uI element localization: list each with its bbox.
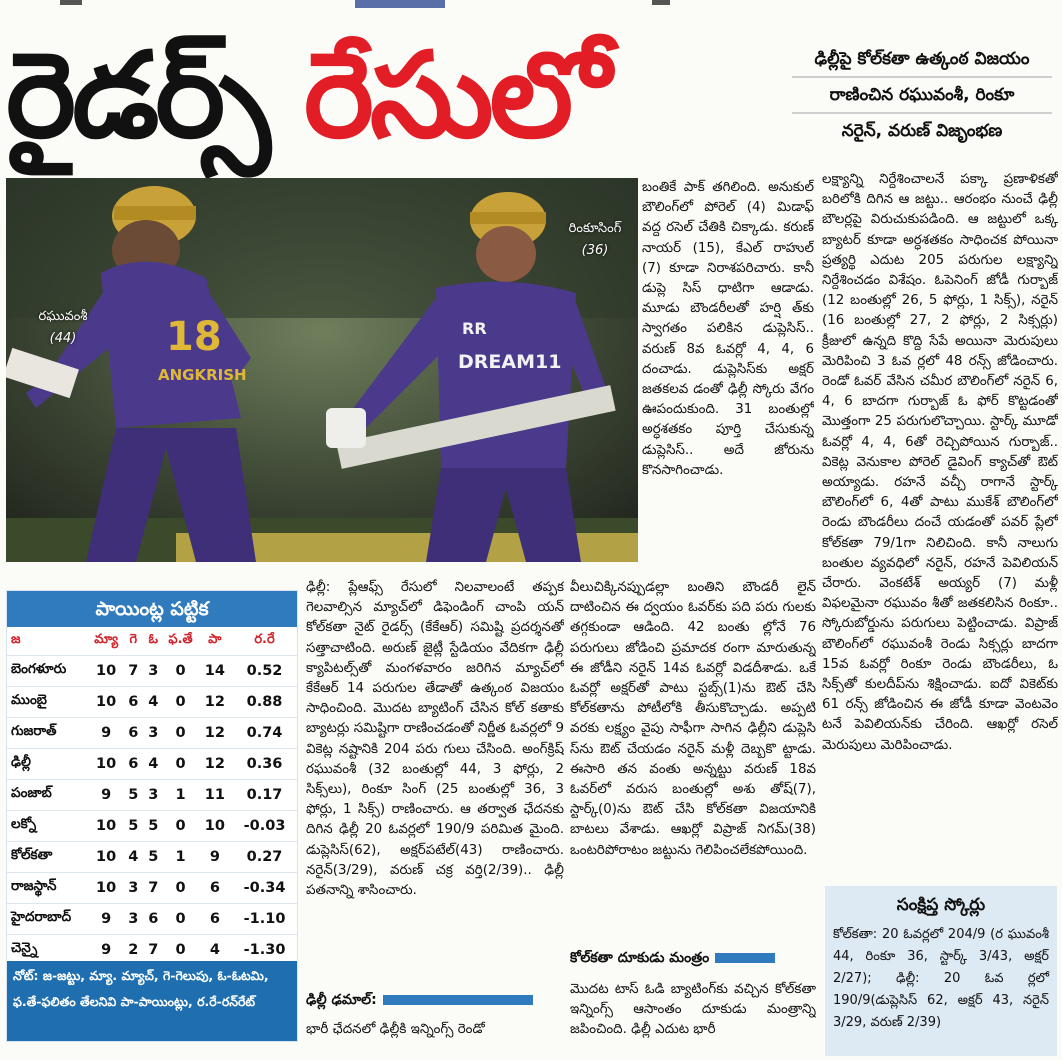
table-cell: 6: [198, 903, 232, 934]
table-cell: 3: [143, 779, 163, 810]
table-cell: 9: [89, 934, 123, 965]
subheads: [792, 42, 1052, 148]
caption-right-score: (36): [581, 243, 609, 258]
table-cell: 9: [198, 841, 232, 872]
headline: [6, 20, 786, 180]
subhead-delhi: [306, 992, 564, 1011]
header-points: పా: [208, 631, 222, 647]
team-name: రాజస్థాన్: [7, 872, 89, 903]
table-cell: 0: [163, 872, 197, 903]
table-cell: 12: [198, 717, 232, 748]
subhead-kolkata: [570, 950, 816, 969]
points-table-body: [7, 655, 297, 965]
article-text: లక్ష్యాన్ని నిర్దేశించాలనే పక్కా ప్రణాళికతో బరిలోకి దిగిన ఆ జట్టు.. ఆరంభం నుంచే ఢిల్లీ బౌలర్లపై విరుచుకుపడింది. ఆ జట్టులో ఒక్క బ్యాటర్ కూడా అర్ధశతకం సాధించక పోయినా ప్రత్యర్థి ఎదుట 205 పరుగుల లక్ష్యాన్ని నిర్దేశించడం విశేషం. ఓపెనింగ్ జోడీ గుర్బాజ్ (12 బంతుల్లో 26, 5 ఫోర్లు, 1 సిక్స్), నరైన్ (16 బంతుల్లో 27, 2 ఫోర్లు, 2 సిక్సర్లు) క్రీజులో ఉన్నది కొద్ది సేపే అయినా మెరుపులు మెరిపించి 3 ఓవ ర్లలో 48 రన్స్ జోడించారు. రెండో ఓవర్ వేసిన చమీర బౌలింగ్‌లో నరైన్ 6, 4, 6 బాదగా గుర్బాజ్ ఓ ఫోర్ కొట్టడంతో మొత్తంగా 25 పరుగులొచ్చాయి. స్టార్క్ మూడో ఓవర్లో 4, 4, 6తో రెచ్చిపోయిన గుర్బాజ్.. వికెట్ల వెనుకాల పోరెల్ డైవింగ్ క్యాచ్‌తో ఔట్ అయ్యాడు. రహనే వచ్చీ రాగానే స్టార్క్ బౌలింగ్‌లో 6, 4తో పాటు ముకేశ్ బౌలింగ్‌లో రెండు బౌండరీలు దంచే యడంతో పవర్ ప్లేలో కోల్‌కతా 79/1గా నిలిచింది. కానీ నాలుగు బంతుల వ్యవధిలో నరైన్, రహనే పెవిలియన్ చేరారు. వెంకటేశ్ అయ్యర్ (7) మళ్లీ విఫలమైనా రఘువం శీతో జతకలిసిన రింకూ.. స్కోరుబోర్డును పరుగులు పెట్టించాడు. విప్రాజ్ బౌలింగ్‌లో రఘువంశీ రెండు సిక్సర్లు బాదగా 15వ ఓవర్లో రింకూ రెండు బౌండరీలు, ఓ సిక్స్‌తో కులదీప్‌ను శిక్షించాడు. ఐదో వికెట్‌కు 61 రన్స్ జోడించిన ఈ జోడీ కూడా వెంటవెం టనే పెవిలియన్‌కు చేరింది. ఆఖర్లో రసెల్ మెరుపులు మెరిపించాడు.: [822, 172, 1058, 753]
header-matches: మ్యా: [94, 631, 119, 647]
table-cell: 9: [89, 779, 123, 810]
table-cell: 2: [123, 934, 143, 965]
table-cell: 7: [143, 872, 163, 903]
table-row: [7, 655, 297, 686]
article-text: వీలుచిక్కినప్పుడల్లా బంతిని బౌండరీ లైన్ దాటించిన ఈ ద్వయం ఓవర్‌కు పది పరు గులకు తగ్గకుండా ఆడింది. 42 బంతు ల్లోనే 76 పరుగులు జోడించి ప్రమాదక రంగా మారుతున్న ఈ జోడీని నరైన్ 14వ ఓవర్లో విడదీశాడు. ఒకే ఓవర్లో అక్షర్‌తో పాటు స్టబ్స్(1)ను ఔట్ చేసి కోల్‌కతాను పోటీలోకి తీసుకొచ్చాడు. అప్పటి వరకు లక్ష్యం వైపు సాఫీగా సాగిన ఢిల్లీని డుప్లెసి స్‌ను ఔట్ చేయడం నరైన్ మళ్లీ దెబ్బకొ ట్టాడు. ఈసారి తన వంతు అన్నట్టు వరుణ్ 18వ ఓవర్‌లో వరుస బంతుల్లో అశు తోష్(7), స్టార్క్(0)ను ఔట్ చేసి కోల్‌కతా విజయానికి బాటలు వేశాడు. ఆఖర్లో విప్రాజ్ నిగమ్(38) ఒంటరిపోరాటం జట్టును గెలిపించలేకపోయింది.: [570, 580, 816, 858]
article-col-top-middle: [642, 178, 814, 576]
table-cell: 12: [198, 686, 232, 717]
article-text: బంతికే పాక్ తగిలింది. అనుకుల్ బౌలింగ్‌లో పోరెల్ (4) మిడాఫ్ వద్ద రసెల్ చేతికి చిక్కాడు. కరుణ్ నాయర్ (15), కేఎల్ రాహుల్ (7) కూడా నిరాశపరిచారు. కానీ డుప్లె సిస్ ధాటిగా ఆడాడు. మూడు బౌండరీలతో హర్షి త్‌కు స్వాగతం పలికిన డుప్లెసిస్.. వరుణ్ 8వ ఓవర్లో 4, 4, 6 దంచాడు. డుప్లెసిస్‌కు అక్షర్ జతకలవ డంతో ఢిల్లీ స్కోరు వేగం ఊపందుకుంది. 31 బంతుల్లో అర్ధశతకం పూర్తి చేసుకున్న డుప్లెసిస్.. అదే జోరును కొనసాగించాడు.: [642, 180, 814, 478]
table-cell: -0.34: [232, 872, 297, 903]
subhead-delhi-title: ఢిల్లీ ఢమాల్:: [306, 992, 377, 1008]
header-run-rate: ర.రే: [254, 631, 275, 647]
table-cell: 7: [143, 934, 163, 965]
table-cell: 1: [163, 841, 197, 872]
table-cell: 4: [123, 841, 143, 872]
table-cell: 10: [89, 748, 123, 779]
header-no-result: ఫ.తే: [168, 631, 193, 647]
table-cell: 0.17: [232, 779, 297, 810]
table-cell: 10: [198, 810, 232, 841]
jersey-sponsor-1: RR: [462, 319, 487, 338]
team-name: హైదరాబాద్: [7, 903, 89, 934]
team-name: పంజాబ్: [7, 779, 89, 810]
table-cell: 3: [123, 872, 143, 903]
table-row: [7, 717, 297, 748]
table-cell: 10: [89, 655, 123, 686]
points-table-grid: [7, 627, 297, 965]
table-cell: 6: [123, 717, 143, 748]
table-row: [7, 903, 297, 934]
table-cell: 0: [163, 748, 197, 779]
brief-scores: [825, 886, 1057, 1056]
table-row: [7, 748, 297, 779]
photo-caption-left: [28, 306, 98, 350]
article-text: ఢిల్లీ: ప్లేఆఫ్స్ రేసులో నిలవాలంటే తప్పక గెలవాల్సిన మ్యాచ్‌లో డిఫెండింగ్ చాంపి యన్ కోల్‌కతా నైట్ రైడర్స్ (కేకేఆర్) సమిష్టి ప్రదర్శనతో సత్తాచాటింది. అరుణ్ జైట్లీ స్టేడియం వేదికగా ఢిల్లీ క్యాపిటల్స్‌తో మంగళవారం జరిగిన మ్యాచ్‌లో కేకేఆర్ 14 పరుగుల తేడాతో ఉత్కంఠ విజయం సాధించింది. మొదట బ్యాటింగ్ చేసిన కోల్ కతాకు బ్యాటర్లు సమిష్టిగా రాణించడంతో నిర్ణీత ఓవర్లలో 9 వికెట్ల నష్టానికి 204 పరు గులు చేసింది. అంగ్‌క్రిష్ రఘువంశీ (32 బంతుల్లో 44, 3 ఫోర్లు, 2 సిక్స్‌లు), రింకూ సింగ్ (25 బంతుల్లో 36, 3 ఫోర్లు, 1 సిక్స్) రాణించారు. ఆ తర్వాత ఛేదనకు దిగిన ఢిల్లీ 20 ఓవర్లలో 190/9 పరిమిత మైంది. డుప్లెసిస్(62), అక్షర్‌పటేల్(43) రాణించారు. నరైన్(3/29), వరుణ్ చక్ర వర్తి(2/39).. ఢిల్లీ పతనాన్ని శాసించారు.: [306, 580, 564, 899]
table-cell: 10: [89, 810, 123, 841]
headline-part1: రైడర్స్: [6, 26, 267, 164]
table-cell: 5: [123, 779, 143, 810]
table-cell: 5: [143, 841, 163, 872]
table-cell: 3: [143, 655, 163, 686]
table-cell: 12: [198, 748, 232, 779]
table-row: [7, 810, 297, 841]
table-cell: 11: [198, 779, 232, 810]
table-row: [7, 841, 297, 872]
photo-caption-right: [554, 218, 636, 262]
caption-right-name: రింకూసింగ్: [568, 221, 622, 236]
table-cell: 5: [143, 810, 163, 841]
headline-part2: రేసులో: [303, 26, 607, 164]
header-lost: ఓ: [148, 631, 159, 647]
subhead-2: రాణించిన రఘువంశీ, రింకూ: [792, 78, 1052, 114]
table-cell: 0.36: [232, 748, 297, 779]
team-name: బెంగళూరు: [7, 655, 89, 686]
table-cell: 6: [143, 903, 163, 934]
table-cell: 0.74: [232, 717, 297, 748]
points-table: [6, 590, 298, 1042]
table-cell: 4: [198, 934, 232, 965]
table-cell: 0: [163, 686, 197, 717]
header-team: జ: [11, 631, 21, 647]
table-cell: 10: [89, 872, 123, 903]
article-text: భారీ ఛేదనలో ఢిల్లీకి ఇన్నింగ్స్ రెండో: [306, 1022, 485, 1037]
table-cell: 7: [123, 655, 143, 686]
caption-left-score: (44): [49, 331, 77, 346]
subhead-kolkata-title: కోల్‌కతా దూకుడు మంత్రం: [570, 950, 710, 966]
points-table-header: [7, 627, 297, 655]
table-cell: 10: [89, 841, 123, 872]
article-col-mid-bottom: [570, 980, 816, 1060]
header-won: గె: [129, 631, 138, 647]
table-cell: 3: [123, 903, 143, 934]
article-text: మొదట టాస్ ఓడి బ్యాటింగ్‌కు వచ్చిన కోల్‌కతా ఇన్నింగ్స్ ఆసాంతం దూకుడు మంత్రాన్ని జపించింది. ఢిల్లీ ఎదుట భారీ: [570, 982, 816, 1038]
table-cell: 0: [163, 810, 197, 841]
points-table-note: నోట్: జ-జట్టు, మ్యా. మ్యాచ్, గె-గెలుపు, ఓ-ఓటమి, ఫ.తే-ఫలితం తేలనివి పా-పాయింట్లు, ర.రే-రన్‌రేట్: [7, 961, 297, 1041]
table-cell: 0: [163, 934, 197, 965]
table-cell: 0: [163, 903, 197, 934]
article-col-left-bottom: [306, 1020, 564, 1060]
table-row: [7, 779, 297, 810]
table-cell: 14: [198, 655, 232, 686]
team-name: చెన్నై: [7, 934, 89, 965]
table-cell: 6: [198, 872, 232, 903]
table-cell: 6: [123, 748, 143, 779]
table-cell: -1.30: [232, 934, 297, 965]
subhead-1: ఢిల్లీపై కోల్‌కతా ఉత్కంఠ విజయం: [792, 42, 1052, 78]
table-cell: 4: [143, 748, 163, 779]
table-cell: 0.27: [232, 841, 297, 872]
match-photo: [6, 178, 638, 562]
team-name: ముంబై: [7, 686, 89, 717]
table-cell: 9: [89, 903, 123, 934]
table-cell: 0: [163, 717, 197, 748]
table-cell: -0.03: [232, 810, 297, 841]
table-cell: 9: [89, 717, 123, 748]
table-cell: 0.52: [232, 655, 297, 686]
table-cell: 4: [143, 686, 163, 717]
jersey-name: ANGKRISH: [158, 366, 247, 384]
table-row: [7, 686, 297, 717]
table-row: [7, 872, 297, 903]
jersey-number: 18: [166, 314, 222, 360]
top-strip: [0, 0, 1062, 10]
points-table-title: పాయింట్ల పట్టిక: [7, 591, 297, 627]
subhead-3: నరైన్, వరుణ్ విజృంభణ: [841, 121, 1003, 141]
article-col-right: [822, 170, 1058, 882]
table-cell: 1: [163, 779, 197, 810]
team-name: కోల్‌కతా: [7, 841, 89, 872]
brief-scores-body: కోల్‌కతా: 20 ఓవర్లలో 204/9 (ర ఘువంశీ 44, రింకూ 36, స్టార్క్ 3/43, అక్షర్ 2/27); ఢిల్లీ: 20 ఓవ ర్లలో 190/9(డుప్లెసిస్ 62, అక్షర్ 43, నరైన్ 3/29, వరుణ్ 2/39): [833, 927, 1049, 1030]
caption-left-name: రఘువంశీ: [38, 309, 88, 324]
article-col-left: [306, 578, 564, 982]
table-cell: 0: [163, 655, 197, 686]
table-cell: 3: [143, 717, 163, 748]
table-cell: 6: [123, 686, 143, 717]
table-cell: 0.88: [232, 686, 297, 717]
players-illustration: [6, 178, 638, 562]
team-name: లక్నో: [7, 810, 89, 841]
table-cell: -1.10: [232, 903, 297, 934]
team-name: ఢిల్లీ: [7, 748, 89, 779]
jersey-sponsor-2: DREAM11: [458, 351, 562, 373]
table-cell: 5: [123, 810, 143, 841]
article-col-mid: [570, 578, 816, 934]
team-name: గుజరాత్: [7, 717, 89, 748]
brief-scores-title: సంక్షిప్త స్కోర్లు: [896, 895, 986, 915]
table-cell: 10: [89, 686, 123, 717]
